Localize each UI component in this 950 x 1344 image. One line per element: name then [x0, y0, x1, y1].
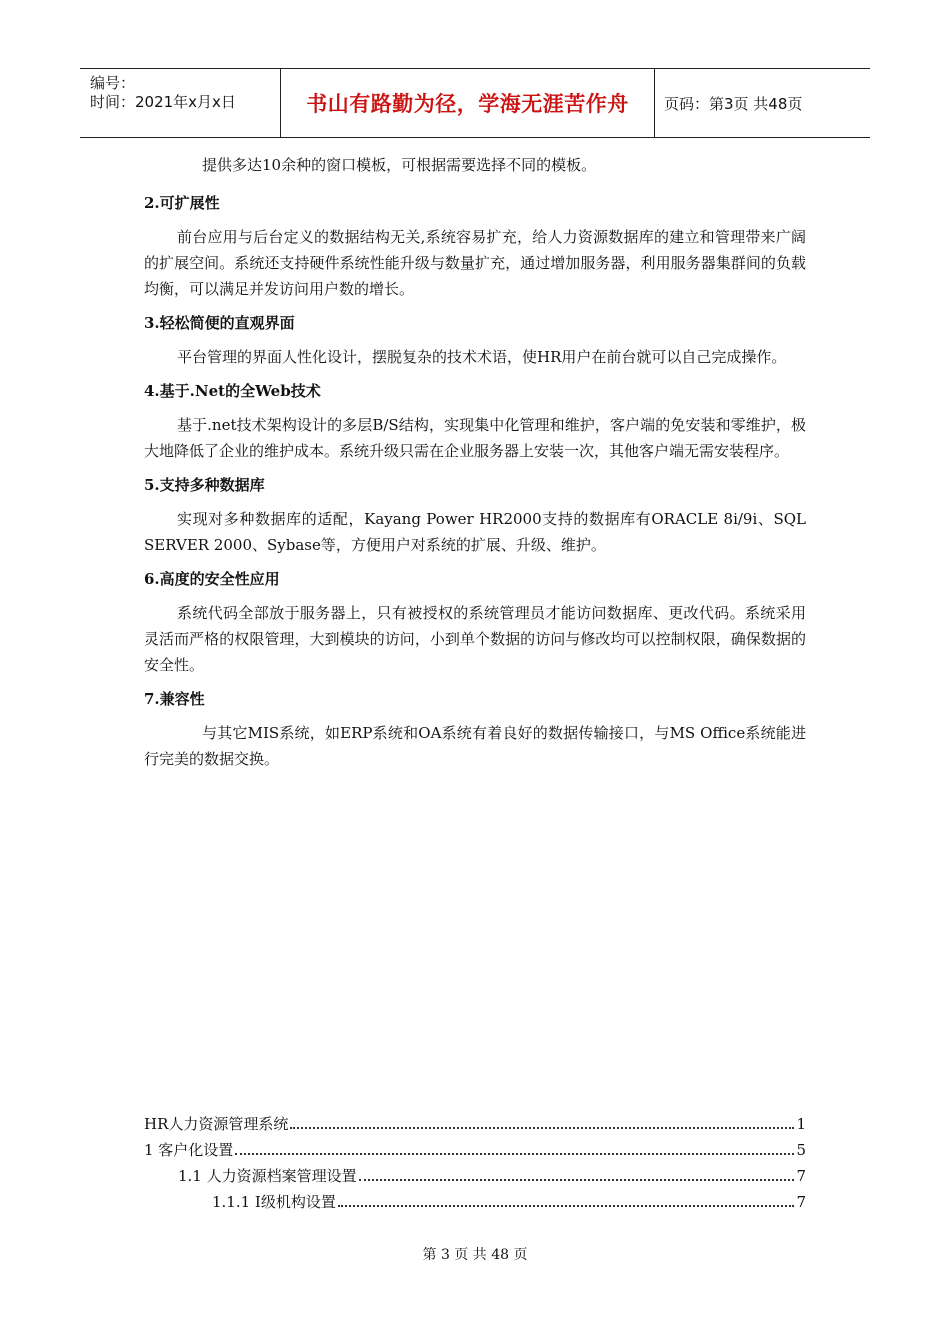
table-of-contents: [144, 1113, 806, 1217]
section-paragraph: 与其它MIS系统，如ERP系统和OA系统有着良好的数据传输接口，与MS Office系统能进行完美的数据交换。: [144, 724, 806, 768]
toc-entry[interactable]: [144, 1113, 806, 1139]
header-number-label: 编号：: [90, 74, 136, 92]
section-heading: 2.可扩展性: [144, 194, 220, 212]
document-body: [144, 152, 806, 780]
section-heading: 3.轻松简便的直观界面: [144, 314, 295, 332]
section-heading: 4.基于.Net的全Web技术: [144, 382, 321, 400]
section-extensibility: [144, 190, 806, 302]
intro-paragraph: 提供多达10余种的窗口模板，可根据需要选择不同的模板。: [202, 156, 597, 174]
section-paragraph: 基于.net技术架构设计的多层B/S结构，实现集中化管理和维护，客户端的免安装和零维护，极大地降低了企业的维护成本。系统升级只需在企业服务器上安装一次，其他客户端无需安装程序。: [144, 416, 806, 460]
section-interface: [144, 310, 806, 370]
section-compatibility: [144, 686, 806, 772]
toc-entry[interactable]: [144, 1191, 806, 1217]
header-page-info: 页码：第3页 共48页: [664, 94, 803, 113]
toc-entry-title: 1 客户化设置: [144, 1141, 234, 1159]
section-web-tech: [144, 378, 806, 464]
toc-leader: [235, 1152, 794, 1155]
header-divider: [654, 69, 655, 137]
toc-leader: [338, 1204, 795, 1207]
section-paragraph: 平台管理的界面人性化设计，摆脱复杂的技术术语，使HR用户在前台就可以自己完成操作。: [177, 348, 787, 366]
toc-entry-page: 1: [796, 1115, 806, 1133]
toc-entry-page: 5: [796, 1141, 806, 1159]
section-paragraph: 前台应用与后台定义的数据结构无关,系统容易扩充，给人力资源数据库的建立和管理带来广阔的扩展空间。系统还支持硬件系统性能升级与数量扩充，通过增加服务器，利用服务器集群间的负载均衡，可以满足并发访问用户数的增长。: [144, 228, 806, 298]
toc-entry[interactable]: [144, 1139, 806, 1165]
section-databases: [144, 472, 806, 558]
toc-entry-page: 7: [796, 1193, 806, 1211]
section-heading: 6.高度的安全性应用: [144, 570, 280, 588]
section-heading: 5.支持多种数据库: [144, 476, 265, 494]
toc-entry-title: 1.1 人力资源档案管理设置: [178, 1167, 357, 1185]
section-heading: 7.兼容性: [144, 690, 205, 708]
toc-entry-title: HR人力资源管理系统: [144, 1115, 289, 1133]
page-footer: 第 3 页 共 48 页: [422, 1247, 528, 1263]
toc-entry[interactable]: [144, 1165, 806, 1191]
header-time-label: 时间：2021年x月x日: [90, 93, 236, 111]
toc-leader: [290, 1126, 794, 1129]
section-paragraph: 系统代码全部放于服务器上，只有被授权的系统管理员才能访问数据库、更改代码。系统采用灵活而严格的权限管理，大到模块的访问，小到单个数据的访问与修改均可以控制权限，确保数据的安全性。: [144, 604, 806, 674]
toc-entry-page: 7: [796, 1167, 806, 1185]
section-security: [144, 566, 806, 678]
toc-leader: [359, 1178, 795, 1181]
toc-entry-title: 1.1.1 I级机构设置: [212, 1193, 336, 1211]
header-motto: 书山有路勤为径，学海无涯苦作舟: [306, 92, 629, 116]
page-header: [80, 68, 870, 138]
section-paragraph: 实现对多种数据库的适配，Kayang Power HR2000支持的数据库有ORACLE 8i/9i、SQL SERVER 2000、Sybase等，方便用户对系统的扩展、升级、维护。: [144, 510, 806, 554]
header-meta: [80, 69, 280, 137]
